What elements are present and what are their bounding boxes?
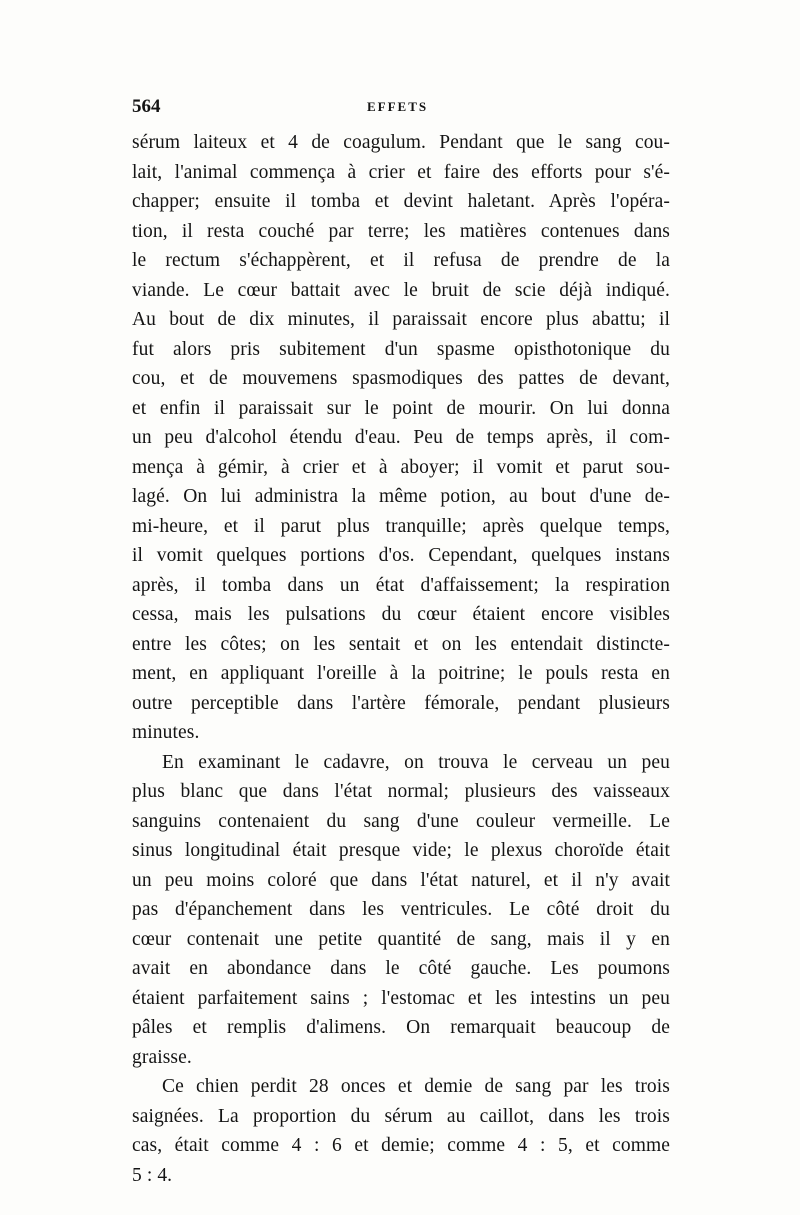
text-line: cas, était comme 4 : 6 et demie; comme 4 : 5, et comme <box>132 1135 670 1156</box>
text-line: pas d'épanchement dans les ventricules. Le côté droit du <box>132 899 670 920</box>
text-line: saignées. La proportion du sérum au caillot, dans les trois <box>132 1105 670 1127</box>
text-line: 5 : 4. <box>132 1164 173 1186</box>
text-line: avait en abondance dans le côté gauche. Les poumons <box>132 958 670 979</box>
text-line: mença à gémir, à crier et à aboyer; il vomit et parut sou- <box>132 456 670 478</box>
text-line: entre les côtes; on les sentait et on les entendait distincte- <box>132 633 670 655</box>
text-line: tion, il resta couché par terre; les matières contenues dans <box>132 220 670 242</box>
text-line: lait, l'animal commença à crier et faire des efforts pour s'é- <box>132 161 670 183</box>
text-line: il vomit quelques portions d'os. Cependant, quelques instans <box>132 545 670 566</box>
text-line: pâles et remplis d'alimens. On remarquait beaucoup de <box>132 1017 670 1038</box>
text-line: graisse. <box>132 1046 192 1068</box>
text-line: cessa, mais les pulsations du cœur étaient encore visibles <box>132 604 670 625</box>
text-line: cœur contenait une petite quantité de sang, mais il y en <box>132 928 670 950</box>
text-line: viande. Le cœur battait avec le bruit de scie déjà indiqué. <box>132 279 670 301</box>
text-line: outre perceptible dans l'artère fémorale, pendant plusieurs <box>132 692 670 714</box>
text-line: Au bout de dix minutes, il paraissait encore plus abattu; il <box>132 309 670 330</box>
text-line: sanguins contenaient du sang d'une couleur vermeille. Le <box>132 810 670 832</box>
page-header <box>132 96 668 124</box>
text-line: minutes. <box>132 722 200 743</box>
text-line: étaient parfaitement sains ; l'estomac et les intestins un peu <box>132 987 670 1009</box>
text-line: cou, et de mouvemens spasmodiques des pattes de devant, <box>132 368 670 389</box>
text-line: un peu d'alcohol étendu d'eau. Peu de temps après, il com- <box>132 427 670 448</box>
text-line: fut alors pris subitement d'un spasme opisthotonique du <box>132 338 670 360</box>
text-line: plus blanc que dans l'état normal; plusieurs des vaisseaux <box>132 781 670 802</box>
page-number: 564 <box>132 96 161 117</box>
text-line: le rectum s'échappèrent, et il refusa de prendre de la <box>132 250 670 271</box>
text-line: mi-heure, et il parut plus tranquille; après quelque temps, <box>132 515 670 537</box>
running-head: EFFETS <box>367 99 429 114</box>
text-line: ment, en appliquant l'oreille à la poitrine; le pouls resta en <box>132 663 670 684</box>
text-line: chapper; ensuite il tomba et devint haletant. Après l'opéra- <box>132 191 670 212</box>
text-line: lagé. On lui administra la même potion, au bout d'une de- <box>132 486 670 507</box>
body-text <box>132 128 670 1190</box>
text-line: sérum laiteux et 4 de coagulum. Pendant que le sang cou- <box>132 132 670 153</box>
text-line: un peu moins coloré que dans l'état naturel, et il n'y avait <box>132 869 670 891</box>
paragraph-first-line: En examinant le cadavre, on trouva le cerveau un peu <box>162 751 670 773</box>
text-line: et enfin il paraissait sur le point de mourir. On lui donna <box>132 397 670 419</box>
text-line: après, il tomba dans un état d'affaissement; la respiration <box>132 574 670 596</box>
text-line: sinus longitudinal était presque vide; le plexus choroïde était <box>132 840 670 861</box>
paragraph-first-line: Ce chien perdit 28 onces et demie de sang par les trois <box>162 1076 670 1097</box>
